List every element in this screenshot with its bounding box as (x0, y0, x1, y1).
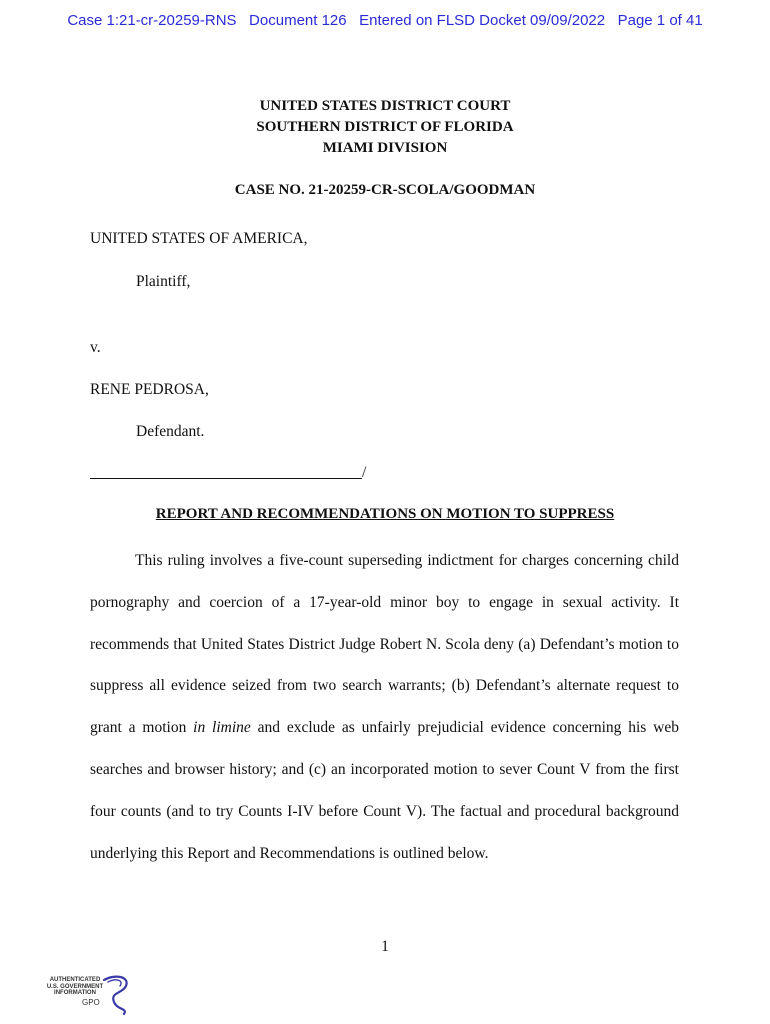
body-text-part1: This ruling involves a five-count superseding indictment for charges concerning child pornography and coercion of a 17-year-old minor boy to engage in sexual activity. It recommends that United States District Judge Robert N. Scola deny (a) Defendant’s motion to suppress all evidence seized from two search warrants; (b) Defendant’s alternate request to grant a motion (90, 552, 679, 737)
page-number: 1 (381, 938, 389, 955)
defendant-role: Defendant. (136, 423, 205, 440)
court-name: UNITED STATES DISTRICT COURT (259, 98, 511, 114)
report-title: REPORT AND RECOMMENDATIONS ON MOTION TO SUPPRESS (155, 506, 615, 522)
gpo-mark: GPO (82, 998, 100, 1007)
gpo-logo-line1: AUTHENTICATED (49, 977, 101, 983)
gpo-logo-line3: INFORMATION (54, 990, 96, 996)
body-text-part2: and exclude as unfairly prejudicial evidence concerning his web searches and browser history; and (c) an incorporated motion to sever Count V from the first four counts (and to try Counts I-IV before Count V). The factual and procedural background underlying this Report and Recommendations is outlined below. (90, 719, 679, 862)
caption-slash: / (362, 464, 367, 481)
caption-rule (90, 478, 362, 479)
court-district: SOUTHERN DISTRICT OF FLORIDA (256, 119, 514, 135)
docket-header-stamp: Case 1:21-cr-20259-RNS Document 126 Entered on FLSD Docket 09/09/2022 Page 1 of 41 (67, 12, 703, 29)
gpo-logo-line2: U.S. GOVERNMENT (46, 983, 104, 990)
defendant-name: RENE PEDROSA, (90, 381, 209, 398)
body-text-italic: in limine (193, 719, 251, 737)
plaintiff-role: Plaintiff, (136, 273, 191, 290)
versus: v. (90, 339, 101, 356)
gpo-logo-text (44, 977, 106, 997)
body-paragraph (90, 540, 679, 874)
court-heading (0, 96, 770, 159)
court-division: MIAMI DIVISION (322, 140, 448, 156)
plaintiff-name: UNITED STATES OF AMERICA, (90, 230, 308, 247)
case-number: CASE NO. 21-20259-CR-SCOLA/GOODMAN (234, 182, 536, 198)
